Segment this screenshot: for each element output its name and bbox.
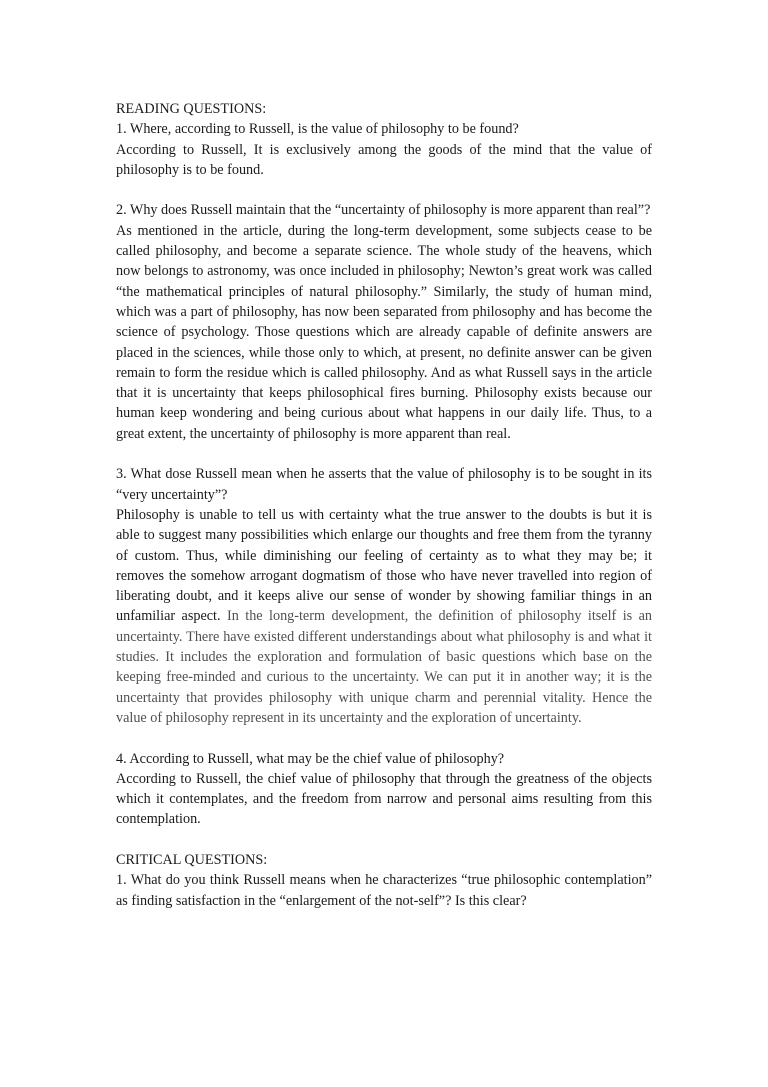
reading-answer-2: As mentioned in the article, during the long-term development, some subjects cease to be called philosophy, and become a separate science. The whole study of the heavens, which now belongs to astronomy, was once included in philosophy; Newton’s great work was called “the mathematical principles of natural philosophy.” Similarly, the study of human mind, which was a part of philosophy, has now been separated from philosophy and has become the science of psychology. Those questions which are already capable of definite answers are placed in the sciences, while those only to which, at present, no definite answer can be given remain to form the residue which is called philosophy. And as what Russell says in the article that it is uncertainty that keeps philosophical fires burning. Philosophy exists because our human keep wondering and being curious about what happens in our daily life. Thus, to a great extent, the uncertainty of philosophy is more apparent than real. xyxy=(116,222,652,442)
reading-question-4: 4. According to Russell, what may be the chief value of philosophy? xyxy=(116,750,505,767)
paragraph-gap xyxy=(116,728,652,748)
paragraph-gap xyxy=(116,180,652,200)
paragraph-gap xyxy=(116,444,652,464)
critical-question-1: 1. What do you think Russell means when he characterizes “true philosophic contemplation” as finding satisfaction in the “enlargement of the not-self”? Is this clear? xyxy=(116,872,652,909)
reading-answer-1: According to Russell, It is exclusively among the goods of the mind that the value of philosophy is to be found. xyxy=(116,141,652,178)
reading-question-3: 3. What dose Russell mean when he asserts that the value of philosophy is to be sought in its “very uncertainty”? xyxy=(116,466,652,503)
reading-answer-3-extra: In the long-term development, the definition of philosophy itself is an uncertainty. There have existed different understandings about what philosophy is and what it studies. It includes the exploration and formulation of basic questions which base on the keeping free-minded and curious to the uncertainty. We can put it in another way; it is the uncertainty that provides philosophy with unique charm and perennial vitality. Hence the value of philosophy represent in its uncertainty and the exploration of uncertainty. xyxy=(116,608,652,726)
reading-answer-3-main: Philosophy is unable to tell us with certainty what the true answer to the doubts is but it is able to suggest many possibilities which enlarge our thoughts and free them from the tyranny of custom. Thus, while diminishing our feeling of certainty as to what they may be; it removes the somehow arrogant dogmatism of those who have never travelled into region of liberating doubt, and it keeps alive our sense of wonder by showing familiar things in an unfamiliar aspect. xyxy=(116,506,652,625)
reading-question-1: 1. Where, according to Russell, is the value of philosophy to be found? xyxy=(116,121,519,138)
critical-questions-heading: CRITICAL QUESTIONS: xyxy=(116,851,268,868)
document-page xyxy=(116,99,652,911)
paragraph-gap xyxy=(116,830,652,850)
reading-answer-4: According to Russell, the chief value of philosophy that through the greatness of the objects which it contemplates, and the freedom from narrow and personal aims resulting from this contemplation. xyxy=(116,770,652,828)
reading-question-2: 2. Why does Russell maintain that the “uncertainty of philosophy is more apparent than real”? xyxy=(116,202,651,219)
reading-questions-heading: READING QUESTIONS: xyxy=(116,101,267,117)
reading-answer-3 xyxy=(116,505,652,728)
